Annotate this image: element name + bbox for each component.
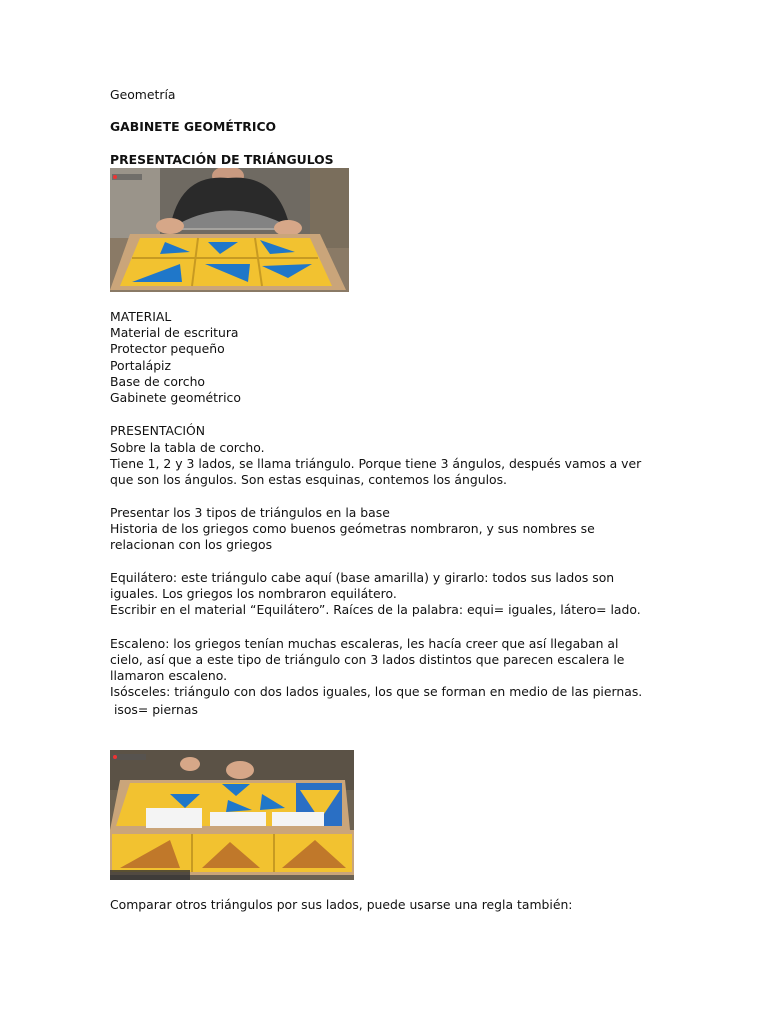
video-screenshot-2 (110, 750, 354, 880)
paragraph: isos= piernas (110, 702, 198, 717)
material-item: Material de escritura (110, 325, 239, 340)
paragraph: Tiene 1, 2 y 3 lados, se llama triángulo. Porque tiene 3 ángulos, después vamos a ver que son los ángulos. Son estas esquinas, contemos los ángulos. (110, 456, 642, 487)
paragraph: Historia de los griegos como buenos geómetras nombraron, y sus nombres se relacionan con los griegos (110, 521, 595, 552)
paragraph: Escribir en el material “Equilátero”. Raíces de la palabra: equi= iguales, látero= lado. (110, 602, 641, 617)
paragraph: Sobre la tabla de corcho. (110, 440, 265, 455)
material-item: Protector pequeño (110, 341, 225, 356)
closing-paragraph: Comparar otros triángulos por sus lados, puede usarse una regla también: (110, 897, 573, 912)
material-item: Base de corcho (110, 374, 205, 389)
paragraph: Presentar los 3 tipos de triángulos en la base (110, 505, 390, 520)
heading: Geometría (110, 87, 176, 102)
material-item: Gabinete geométrico (110, 390, 241, 405)
video-screenshot-1 (110, 168, 349, 292)
subsection-title: PRESENTACIÓN DE TRIÁNGULOS (110, 152, 334, 167)
paragraph: Isósceles: triángulo con dos lados iguales, los que se forman en medio de las piernas. (110, 684, 643, 699)
presentation-heading: PRESENTACIÓN (110, 423, 206, 438)
section-title: GABINETE GEOMÉTRICO (110, 119, 277, 134)
paragraph: Escaleno: los griegos tenían muchas escaleras, les hacía creer que así llegaban al cielo, así que a este tipo de triángulo con 3 lados distintos que parecen escalera le llamaron escaleno. (110, 636, 625, 683)
material-item: Portalápiz (110, 358, 172, 373)
material-heading: MATERIAL (110, 309, 172, 324)
paragraph: Equilátero: este triángulo cabe aquí (base amarilla) y girarlo: todos sus lados son iguales. Los griegos los nombraron equilátero. (110, 570, 615, 601)
